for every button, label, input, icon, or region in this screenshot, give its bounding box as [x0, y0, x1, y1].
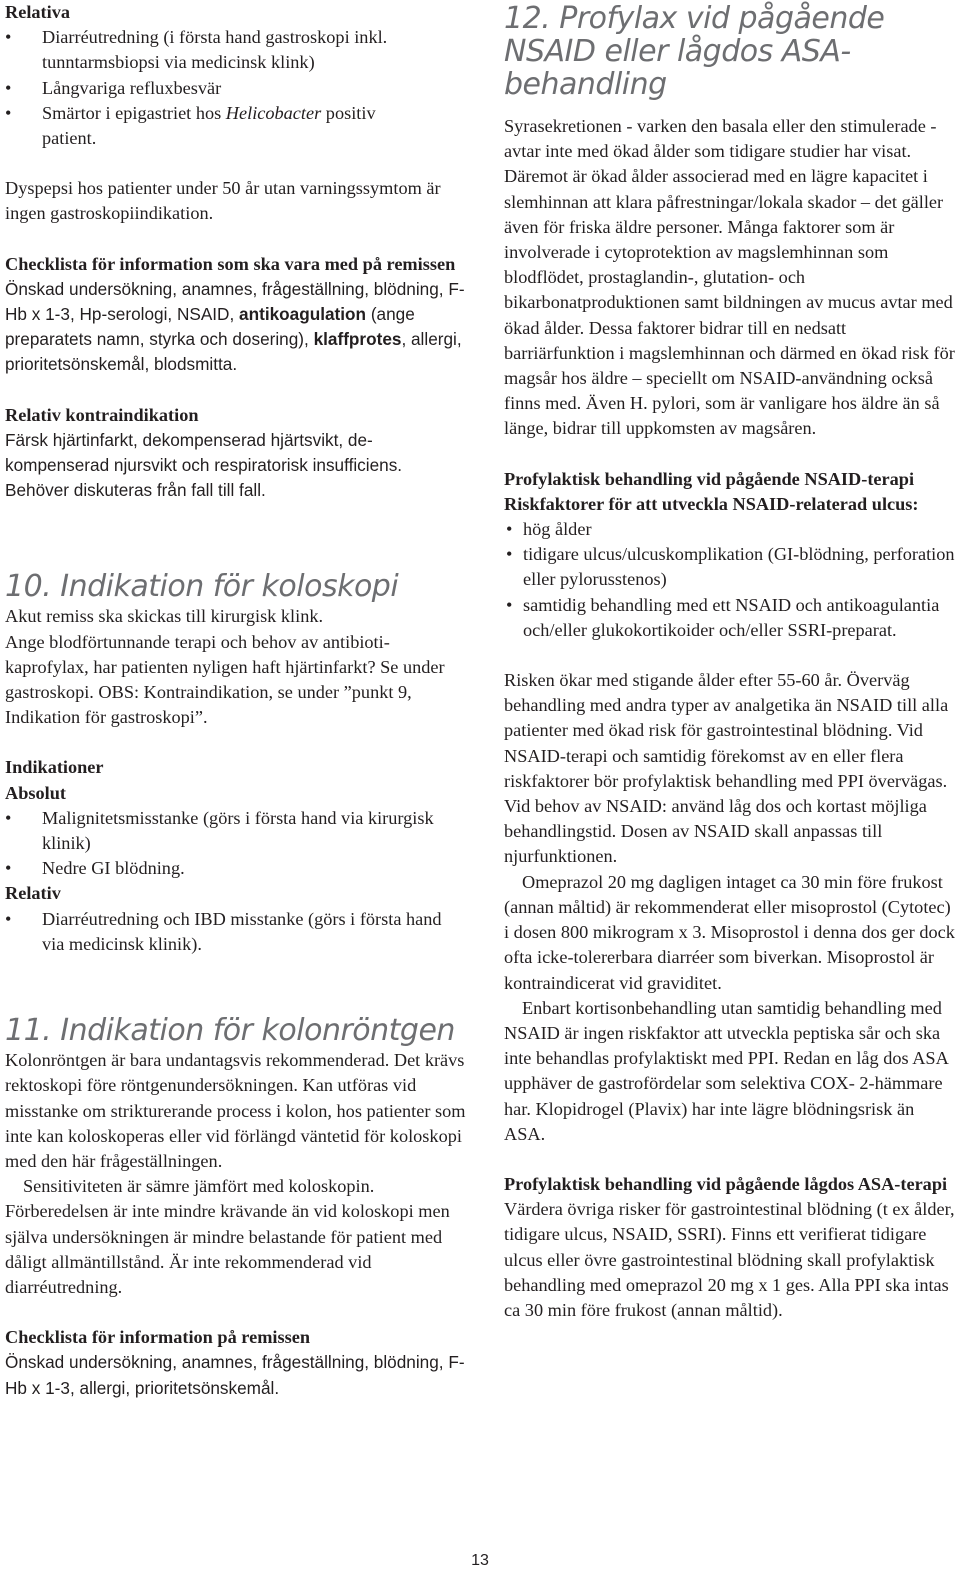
- relativa-heading: Relativa: [5, 2, 70, 22]
- paragraph: Enbart kortisonbehandling utan samtidig behandling med NSAID är ingen riskfaktor att utveckla peptiska sår och ska inte behandlas profylaktiskt med PPI. Redan en låg dos ASA upphäver de gastrofördelar som selektiva COX- 2-hämmare har. Klopidrogel (Plavix) har inte lägre blödningsrisk än ASA.: [504, 997, 948, 1144]
- paragraph: Akut remiss ska skickas till kirurgisk klink.: [5, 606, 324, 627]
- kontraindikation-block: [5, 403, 467, 504]
- kontraindikation-text: Färsk hjärtinfarkt, dekompenserad hjärtsvikt, dekompenserad njursvikt och respiratorisk insufficiens. Behöver diskuteras från fall till fall.: [5, 429, 403, 501]
- asa-block: [504, 1172, 958, 1323]
- list-item: • hög ålder: [504, 517, 958, 542]
- paragraph: Kolonröntgen är bara undantagsvis rekommenderad. Det krävs rektoskopi före röntgenundersökningen. Kan utföras vid misstanke om strikturerande process i kolon, hos patienter som inte kan koloskoperas eller vid förlängd väntetid för koloskopi med den här frågeställningen.: [5, 1050, 466, 1171]
- page-number: 13: [471, 1552, 489, 1569]
- section-11-title: 11. Indikation för kolonröntgen: [5, 1013, 455, 1049]
- dyspepsi-note: Dyspepsi hos patienter under 50 år utan varningssymtom är ingen gastroskopiindikation.: [5, 178, 441, 224]
- kontraindikation-heading: Relativ kontraindikation: [5, 404, 199, 425]
- asa-heading: Profylaktisk behandling vid pågående lågdos ASA-terapi: [504, 1173, 948, 1194]
- section-12-title: 12. Profylax vid pågående NSAID eller lågdos ASA-behandling: [504, 1, 885, 102]
- paragraph: Risken ökar med stigande ålder efter 55-60 år. Överväg behandling med andra typer av analgetika än NSAID till alla patienter med ökad risk för gastrointestinal blödning. Vid NSAID-terapi och samtidig förekomst av en eller flera riskfaktorer bör profylaktisk behandling med PPI övervägas.: [504, 670, 949, 791]
- paragraph: Omeprazol 20 mg dagligen intaget ca 30 min före frukost (annan måltid) är rekommenderat eller misoprostol (Cytotec) i dosen 800 mikrogram x 3. Misoprostol i denna dos ger dock ofta icke-tolererbara diarréer som biverkan. Misoprostol är kontraindicerat vid graviditet.: [504, 871, 955, 993]
- right-column: [504, 0, 958, 1323]
- italic-term: Helicobacter: [225, 102, 322, 123]
- list-item: • samtidig behandling med ett NSAID och antikoagulantia och/eller glukokortikoider och/eller SSRI-preparat.: [504, 593, 958, 643]
- text-run: (ange preparatets namn, styrka och dosering),: [5, 304, 415, 350]
- item-text: patient.: [42, 128, 97, 149]
- absolut-heading: Absolut: [5, 782, 66, 803]
- checklist-heading: Checklista för information som ska vara med på remissen: [5, 253, 456, 274]
- checklist-remiss-heading: Checklista för information på remissen: [5, 1327, 311, 1348]
- item-text: positiv: [321, 102, 376, 123]
- text-run: , allergi, prioritetsönskemål, blodsmitta.: [5, 329, 462, 375]
- absolut-list: [5, 806, 467, 882]
- checklist-text: [5, 277, 467, 378]
- asa-text: Värdera övriga risker för gastrointestinal blödning (t ex ålder, tidigare ulcus, NSAID, SSRI). Finns ett verifierat tidigare ulcus eller övre gastrointestinal blödning skall profylaktisk behandling med omeprazol 20 mg x 1 ges. Alla PPI ska intas ca 30 min före frukost (annan måltid).: [504, 1199, 955, 1320]
- nsaid-prophylaxis-heading: Profylaktisk behandling vid pågående NSAID-terapi: [504, 468, 915, 489]
- relativa-list: [5, 25, 467, 151]
- section-10-title: 10. Indikation för koloskopi: [5, 569, 399, 605]
- left-column: [5, 0, 467, 1401]
- list-item: • tidigare ulcus/ulcuskomplikation (GI-blödning, perforation eller pylorusstenos): [504, 542, 958, 592]
- paragraph: Sensitiviteten är sämre jämfört med koloskopin. Förberedelsen är inte mindre krävande än vid koloskopi men själva undersökningen är mindre belastande för patient med dåligt allmäntillstånd. Är inte rekommenderad vid diarréutredning.: [5, 1176, 450, 1297]
- checklist-remiss-text: Önskad undersökning, anamnes, frågeställning, blödning, F-Hb x 1-3, allergi, prioritetsönskemål.: [5, 1352, 465, 1398]
- paragraph: Syrasekretionen - varken den basala eller den stimulerade - avtar inte med ökad ålder som tidigare studier har visat. Däremot är ökad ålder associerad med en lägre kapacitet i slemhinnan att klara påfrestningar/lokala skador – det gäller även för friska äldre personer. Många faktorer som är involverade i cytoprotektion av magslemhinnan som blodflödet, prostaglandin-, glutation- och bikarbonatproduktionen samt bildningen av mucus avtar med ökad ålder. Dessa faktorer bidrar till en nedsatt barriärfunktion i magslemhinnan och därmed en ökad risk för magsår hos äldre – speciellt om NSAID-användning också finns med. Även H. pylori, som är vanligare hos äldre än så länge, bidrar till uppkomsten av magsåren.: [504, 116, 955, 439]
- bold-run: antikoagulation: [239, 304, 367, 325]
- bold-run: klaffprotes: [313, 329, 402, 350]
- risk-factors-heading: Riskfaktorer för att utveckla NSAID-relaterad ulcus:: [504, 493, 919, 514]
- paragraph: Vid behov av NSAID: använd låg dos och kortast möjliga behandlingstid. Dosen av NSAID skall anpassas till njurfunktionen.: [504, 796, 927, 867]
- checklist-block: [5, 252, 467, 378]
- item-text: Smärtor i epigastriet hos: [42, 102, 226, 123]
- indikationer-heading: Indikationer: [5, 757, 104, 778]
- list-item: • Malignitetsmisstanke (görs i första hand via kirurgisk klinik): [5, 806, 467, 856]
- list-item: • Nedre GI blödning.: [5, 856, 467, 881]
- paragraph: Ange blodförtunnande terapi och behov av antibiotikaprofylax, har patienten nyligen haft hjärtinfarkt? Se under gastroskopi. OBS: Kontraindikation, se under ”punkt 9, Indikation för gastroskopi”.: [5, 631, 445, 728]
- list-item: • Diarréutredning (i första hand gastroskopi inkl. tunntarmsbiopsi via medicinsk klink): [5, 25, 467, 75]
- text-run: Önskad undersökning, anamnes, frågeställning, blödning, F-Hb x 1-3, Hp-serologi, NSAID,: [5, 278, 465, 325]
- risk-factors-list: [504, 517, 958, 643]
- checklist-remiss-block: [5, 1325, 467, 1401]
- list-item: • Diarréutredning och IBD misstanke (görs i första hand via medicinsk klinik).: [5, 907, 467, 957]
- list-item: [5, 101, 467, 151]
- list-item: • Långvariga refluxbesvär: [5, 76, 467, 101]
- relativ-list: [5, 907, 467, 957]
- relativ-heading: Relativ: [5, 883, 61, 904]
